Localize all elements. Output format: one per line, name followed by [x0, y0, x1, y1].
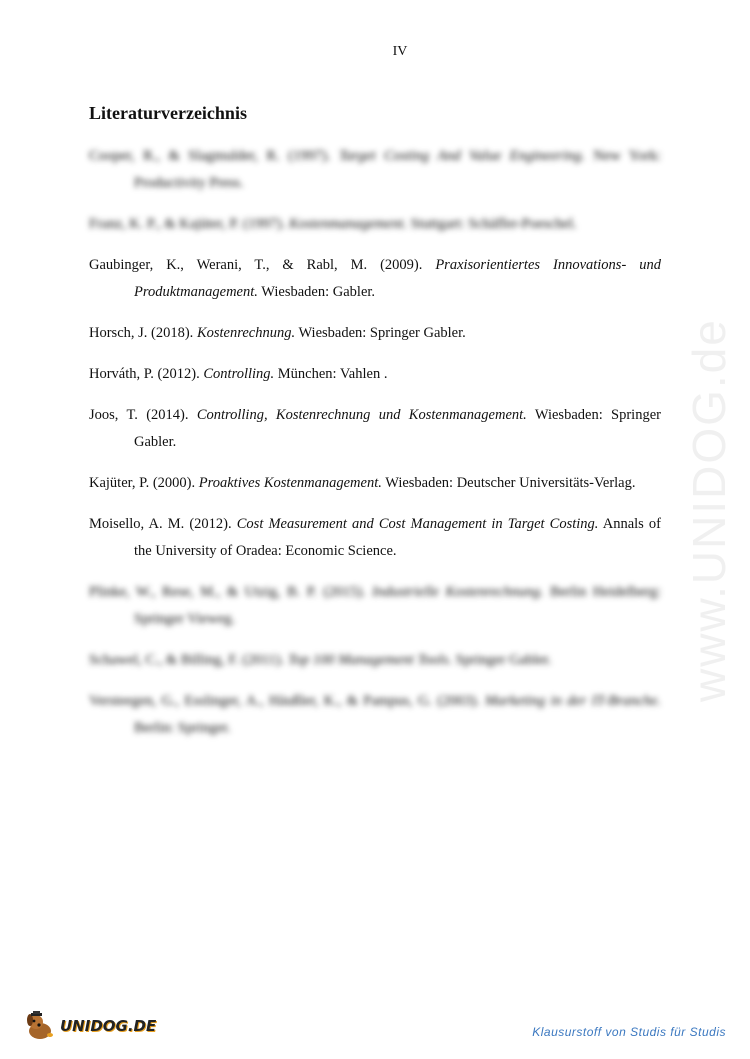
reference-title: Cost Measurement and Cost Management in Target Costing. — [236, 516, 599, 532]
reference-entry — [89, 511, 661, 565]
reference-entry — [89, 143, 661, 197]
reference-publisher: München: Vahlen . — [274, 366, 388, 382]
reference-publisher: Berlin: Springer. — [134, 720, 231, 736]
footer-tagline: Klausurstoff von Studis für Studis — [532, 1025, 726, 1039]
reference-author: Horsch, J. (2018). — [89, 325, 197, 341]
reference-title: Marketing in der IT-Branche. — [484, 693, 661, 709]
reference-entry — [89, 361, 661, 388]
reference-publisher: Wiesbaden: Springer Gabler. — [295, 325, 466, 341]
reference-title: Praxisorientiertes Innovations- und Produktmanagement. — [134, 257, 661, 300]
page-number: IV — [392, 44, 408, 59]
reference-entry — [89, 647, 661, 674]
reference-author: Joos, T. (2014). — [89, 407, 197, 423]
reference-author: Horváth, P. (2012). — [89, 366, 204, 382]
reference-publisher: Wiesbaden: Deutscher Universitäts-Verlag. — [381, 475, 636, 491]
reference-publisher: Berlin Heidelberg: Springer Vieweg. — [134, 584, 661, 627]
reference-title: Controlling, Kostenrechnung und Kostenmanagement. — [196, 407, 527, 423]
reference-author: Cooper, R., & Slagmulder, R. (1997). — [89, 148, 339, 164]
watermark: www.UNIDOG.de — [683, 318, 735, 702]
reference-entry — [89, 252, 661, 306]
reference-entry — [89, 320, 661, 347]
reference-entry — [89, 402, 661, 456]
reference-publisher: Wiesbaden: Springer Gabler. — [134, 407, 661, 450]
reference-entry — [89, 470, 661, 497]
page-title: Literaturverzeichnis — [89, 103, 247, 123]
reference-entry — [89, 688, 661, 742]
reference-title: Kostenmanagement. — [288, 216, 407, 232]
reference-publisher: New York: Productivity Press. — [134, 148, 662, 191]
reference-title: Target Costing And Value Engineering. — [338, 148, 585, 164]
reference-publisher: Annals of the University of Oradea: Economic Science. — [134, 516, 661, 559]
logo-text: UNIDOG.DE — [60, 1017, 157, 1035]
reference-entry — [89, 211, 661, 238]
unidog-logo[interactable] — [22, 1011, 156, 1041]
reference-author: Gaubinger, K., Werani, T., & Rabl, M. (2009). — [89, 257, 436, 273]
reference-title: Kostenrechnung. — [196, 325, 296, 341]
reference-author: Versteegen, G., Esslinger, A., Häußler, K., & Pampus, G. (2003). — [89, 693, 485, 709]
dog-icon — [22, 1011, 58, 1041]
reference-publisher: Wiesbaden: Gabler. — [257, 284, 376, 300]
reference-title: Controlling. — [203, 366, 275, 382]
reference-title: Top 100 Management Tools. — [287, 652, 452, 668]
reference-author: Moisello, A. M. (2012). — [89, 516, 237, 532]
reference-author: Plinke, W., Rese, M., & Utzig, B. P. (2015). — [89, 584, 373, 600]
reference-author: Kajüter, P. (2000). — [89, 475, 199, 491]
reference-title: Industrielle Kostenrechnung. — [372, 584, 544, 600]
reference-author: Franz, K. P., & Kajüter, P. (1997). — [89, 216, 289, 232]
reference-entry — [89, 579, 661, 633]
reference-author: Schawel, C., & Billing, F. (2011). — [89, 652, 288, 668]
reference-publisher: Springer Gabler. — [451, 652, 552, 668]
reference-title: Proaktives Kostenmanagement. — [198, 475, 382, 491]
reference-publisher: Stuttgart: Schäffer-Poeschel. — [406, 216, 577, 232]
reference-list — [89, 143, 661, 756]
